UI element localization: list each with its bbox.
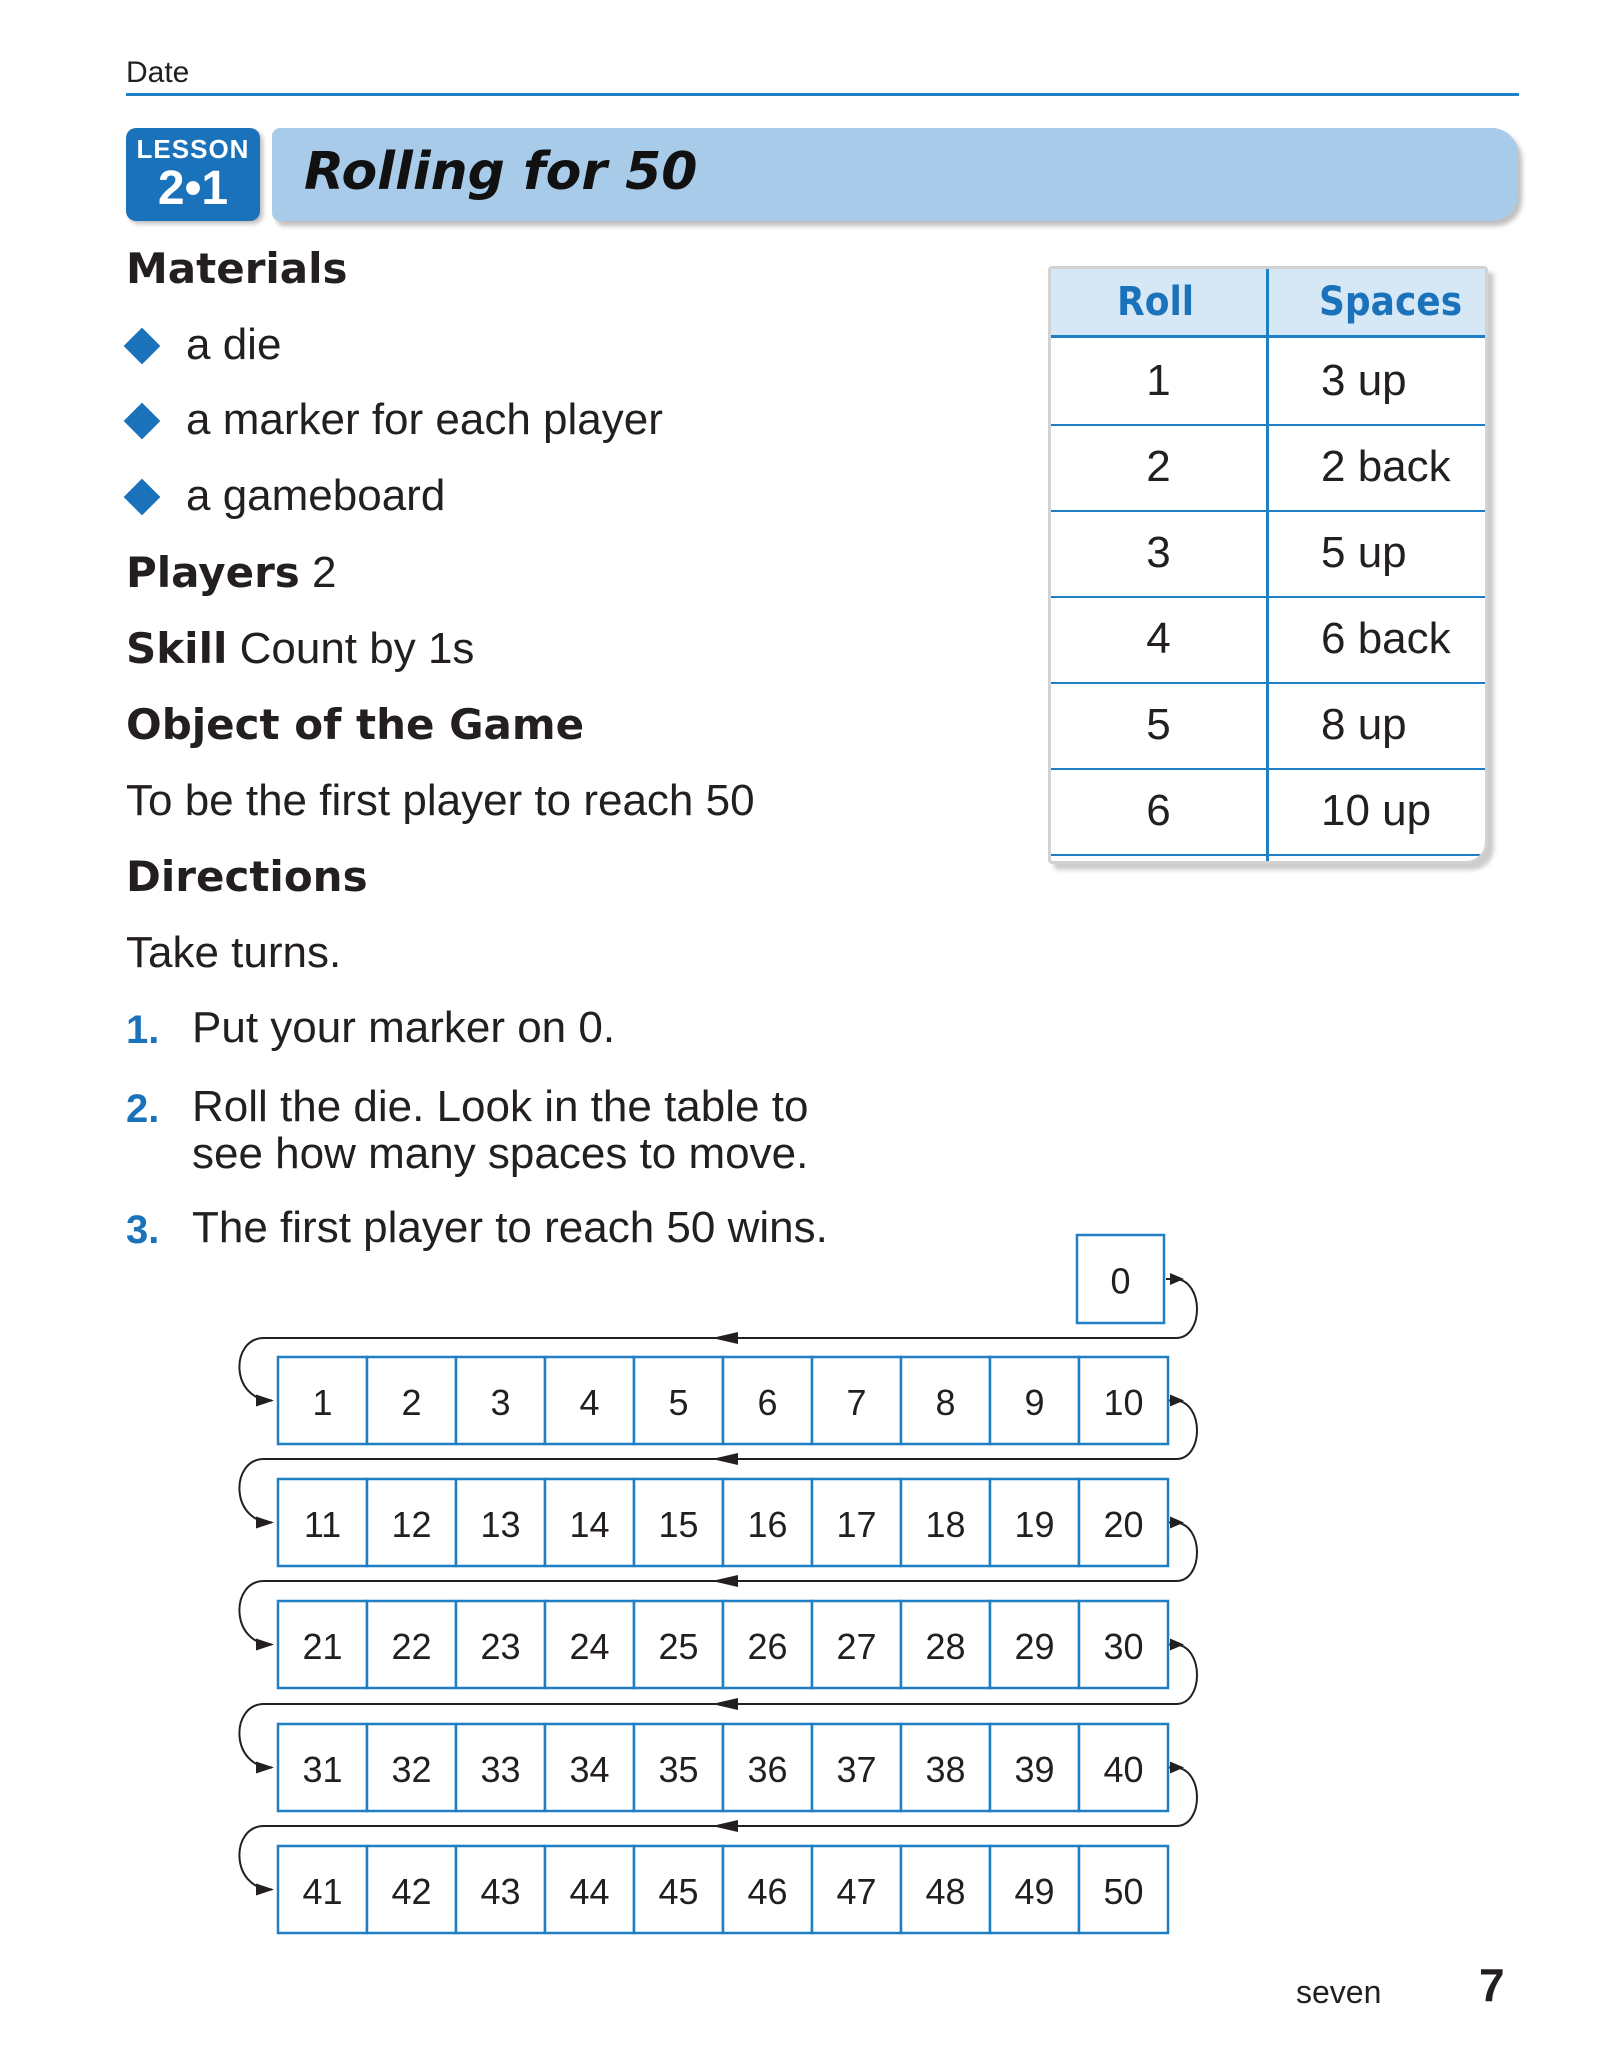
board-cell-label: 43: [480, 1871, 521, 1912]
spaces-value: 3 up: [1321, 356, 1407, 405]
board-cell-label: 17: [836, 1504, 877, 1545]
arrow-right-icon: [256, 1762, 274, 1774]
board-cell-label: 5: [668, 1382, 689, 1423]
players-label: Players: [126, 548, 300, 597]
board-cell-label: 46: [747, 1871, 788, 1912]
board-cell-label: 16: [747, 1504, 788, 1545]
board-cell-label: 8: [935, 1382, 956, 1423]
step-number: 2.: [126, 1087, 160, 1131]
board-cell-label: 39: [1014, 1749, 1055, 1790]
object-text: To be the first player to reach 50: [126, 776, 755, 825]
board-cell-label: 30: [1103, 1626, 1144, 1667]
board-cell-label: 42: [391, 1871, 432, 1912]
board-cell-label: 29: [1014, 1626, 1055, 1667]
step-text: Roll the die. Look in the table to: [192, 1082, 809, 1131]
board-cell-label: 12: [391, 1504, 432, 1545]
board-cell-label: 21: [302, 1626, 343, 1667]
arrow-right-icon: [256, 1395, 274, 1407]
materials-heading: Materials: [126, 244, 348, 293]
board-cell-label: 36: [747, 1749, 788, 1790]
board-cell-label: 25: [658, 1626, 699, 1667]
material-item: a die: [186, 320, 282, 369]
board-cell-label: 20: [1103, 1504, 1144, 1545]
board-cell-label: 31: [302, 1749, 343, 1790]
page-number: 7: [1479, 1959, 1505, 2011]
board-cell-label: 9: [1024, 1382, 1045, 1423]
board-cell-label: 22: [391, 1626, 432, 1667]
directions-heading: Directions: [126, 852, 368, 901]
board-cell-label: 48: [925, 1871, 966, 1912]
skill-value: Count by 1s: [239, 624, 475, 673]
spaces-value: 6 back: [1321, 614, 1451, 663]
step-text: Put your marker on 0.: [192, 1003, 616, 1052]
spaces-value: 2 back: [1321, 442, 1451, 491]
board-cell-label: 24: [569, 1626, 610, 1667]
arrow-right-icon: [256, 1517, 274, 1529]
board-cell-label: 44: [569, 1871, 610, 1912]
board-cell-label: 19: [1014, 1504, 1055, 1545]
lesson-number: 2•1: [157, 162, 229, 215]
spaces-column-header: Spaces: [1319, 279, 1463, 325]
board-cell-label: 11: [303, 1504, 342, 1545]
page-title: Rolling for 50: [304, 142, 698, 202]
arrow-right-icon: [256, 1884, 274, 1896]
board-cell-label: 50: [1103, 1871, 1144, 1912]
start-cell-label: 0: [1110, 1260, 1131, 1302]
board-cell-label: 26: [747, 1626, 788, 1667]
step-text: The first player to reach 50 wins.: [192, 1203, 828, 1252]
board-cell-label: 23: [480, 1626, 521, 1667]
spaces-value: 8 up: [1321, 700, 1407, 749]
board-cell-label: 2: [401, 1382, 422, 1423]
roll-value: 4: [1146, 614, 1171, 663]
arrow-right-icon: [1170, 1517, 1184, 1529]
board-cell-label: 27: [836, 1626, 877, 1667]
players-value: 2: [312, 548, 337, 597]
board-cell-label: 35: [658, 1749, 699, 1790]
roll-value: 3: [1146, 528, 1171, 577]
board-cell-label: 15: [658, 1504, 699, 1545]
roll-value: 2: [1146, 442, 1171, 491]
board-cell-label: 32: [391, 1749, 432, 1790]
directions-intro: Take turns.: [126, 928, 342, 977]
board-cell-label: 10: [1103, 1382, 1144, 1423]
arrow-left-icon: [712, 1332, 738, 1344]
roll-value: 1: [1146, 356, 1171, 405]
board-cell-label: 33: [480, 1749, 521, 1790]
page-word: seven: [1296, 1974, 1382, 2010]
board-cell-label: 40: [1103, 1749, 1144, 1790]
board-cell-label: 37: [836, 1749, 877, 1790]
board-cell-label: 18: [925, 1504, 966, 1545]
board-cell-label: 13: [480, 1504, 521, 1545]
board-cell-label: 4: [579, 1382, 600, 1423]
board-cell-label: 47: [836, 1871, 877, 1912]
board-cell-label: 49: [1014, 1871, 1055, 1912]
arrow-right-icon: [1170, 1395, 1184, 1407]
arrow-right-icon: [1170, 1762, 1184, 1774]
spaces-value: 10 up: [1321, 786, 1432, 835]
roll-column-header: Roll: [1117, 279, 1195, 325]
step-number: 1.: [126, 1008, 160, 1052]
board-cell-label: 14: [569, 1504, 610, 1545]
date-label: Date: [126, 56, 190, 89]
step-number: 3.: [126, 1208, 160, 1252]
material-item: a marker for each player: [186, 395, 663, 444]
object-heading: Object of the Game: [126, 700, 585, 749]
lesson-word: LESSON: [136, 134, 250, 164]
board-cell-label: 1: [312, 1382, 333, 1423]
spaces-value: 5 up: [1321, 528, 1407, 577]
board-cell-label: 28: [925, 1626, 966, 1667]
arrow-right-icon: [256, 1639, 274, 1651]
step-text-continued: see how many spaces to move.: [192, 1129, 809, 1178]
skill-label: Skill: [126, 624, 228, 673]
arrow-left-icon: [712, 1820, 738, 1832]
arrow-left-icon: [712, 1698, 738, 1710]
roll-value: 6: [1146, 786, 1171, 835]
board-cell-label: 41: [302, 1871, 343, 1912]
board-cell-label: 3: [490, 1382, 511, 1423]
roll-value: 5: [1146, 700, 1171, 749]
board-cell-label: 6: [757, 1382, 778, 1423]
arrow-right-icon: [1170, 1639, 1184, 1651]
arrow-right-icon: [1170, 1273, 1184, 1285]
board-cell-label: 34: [569, 1749, 610, 1790]
board-cell-label: 7: [846, 1382, 867, 1423]
arrow-left-icon: [712, 1453, 738, 1465]
board-cell-label: 38: [925, 1749, 966, 1790]
board-cell-label: 45: [658, 1871, 699, 1912]
material-item: a gameboard: [186, 471, 446, 520]
arrow-left-icon: [712, 1575, 738, 1587]
